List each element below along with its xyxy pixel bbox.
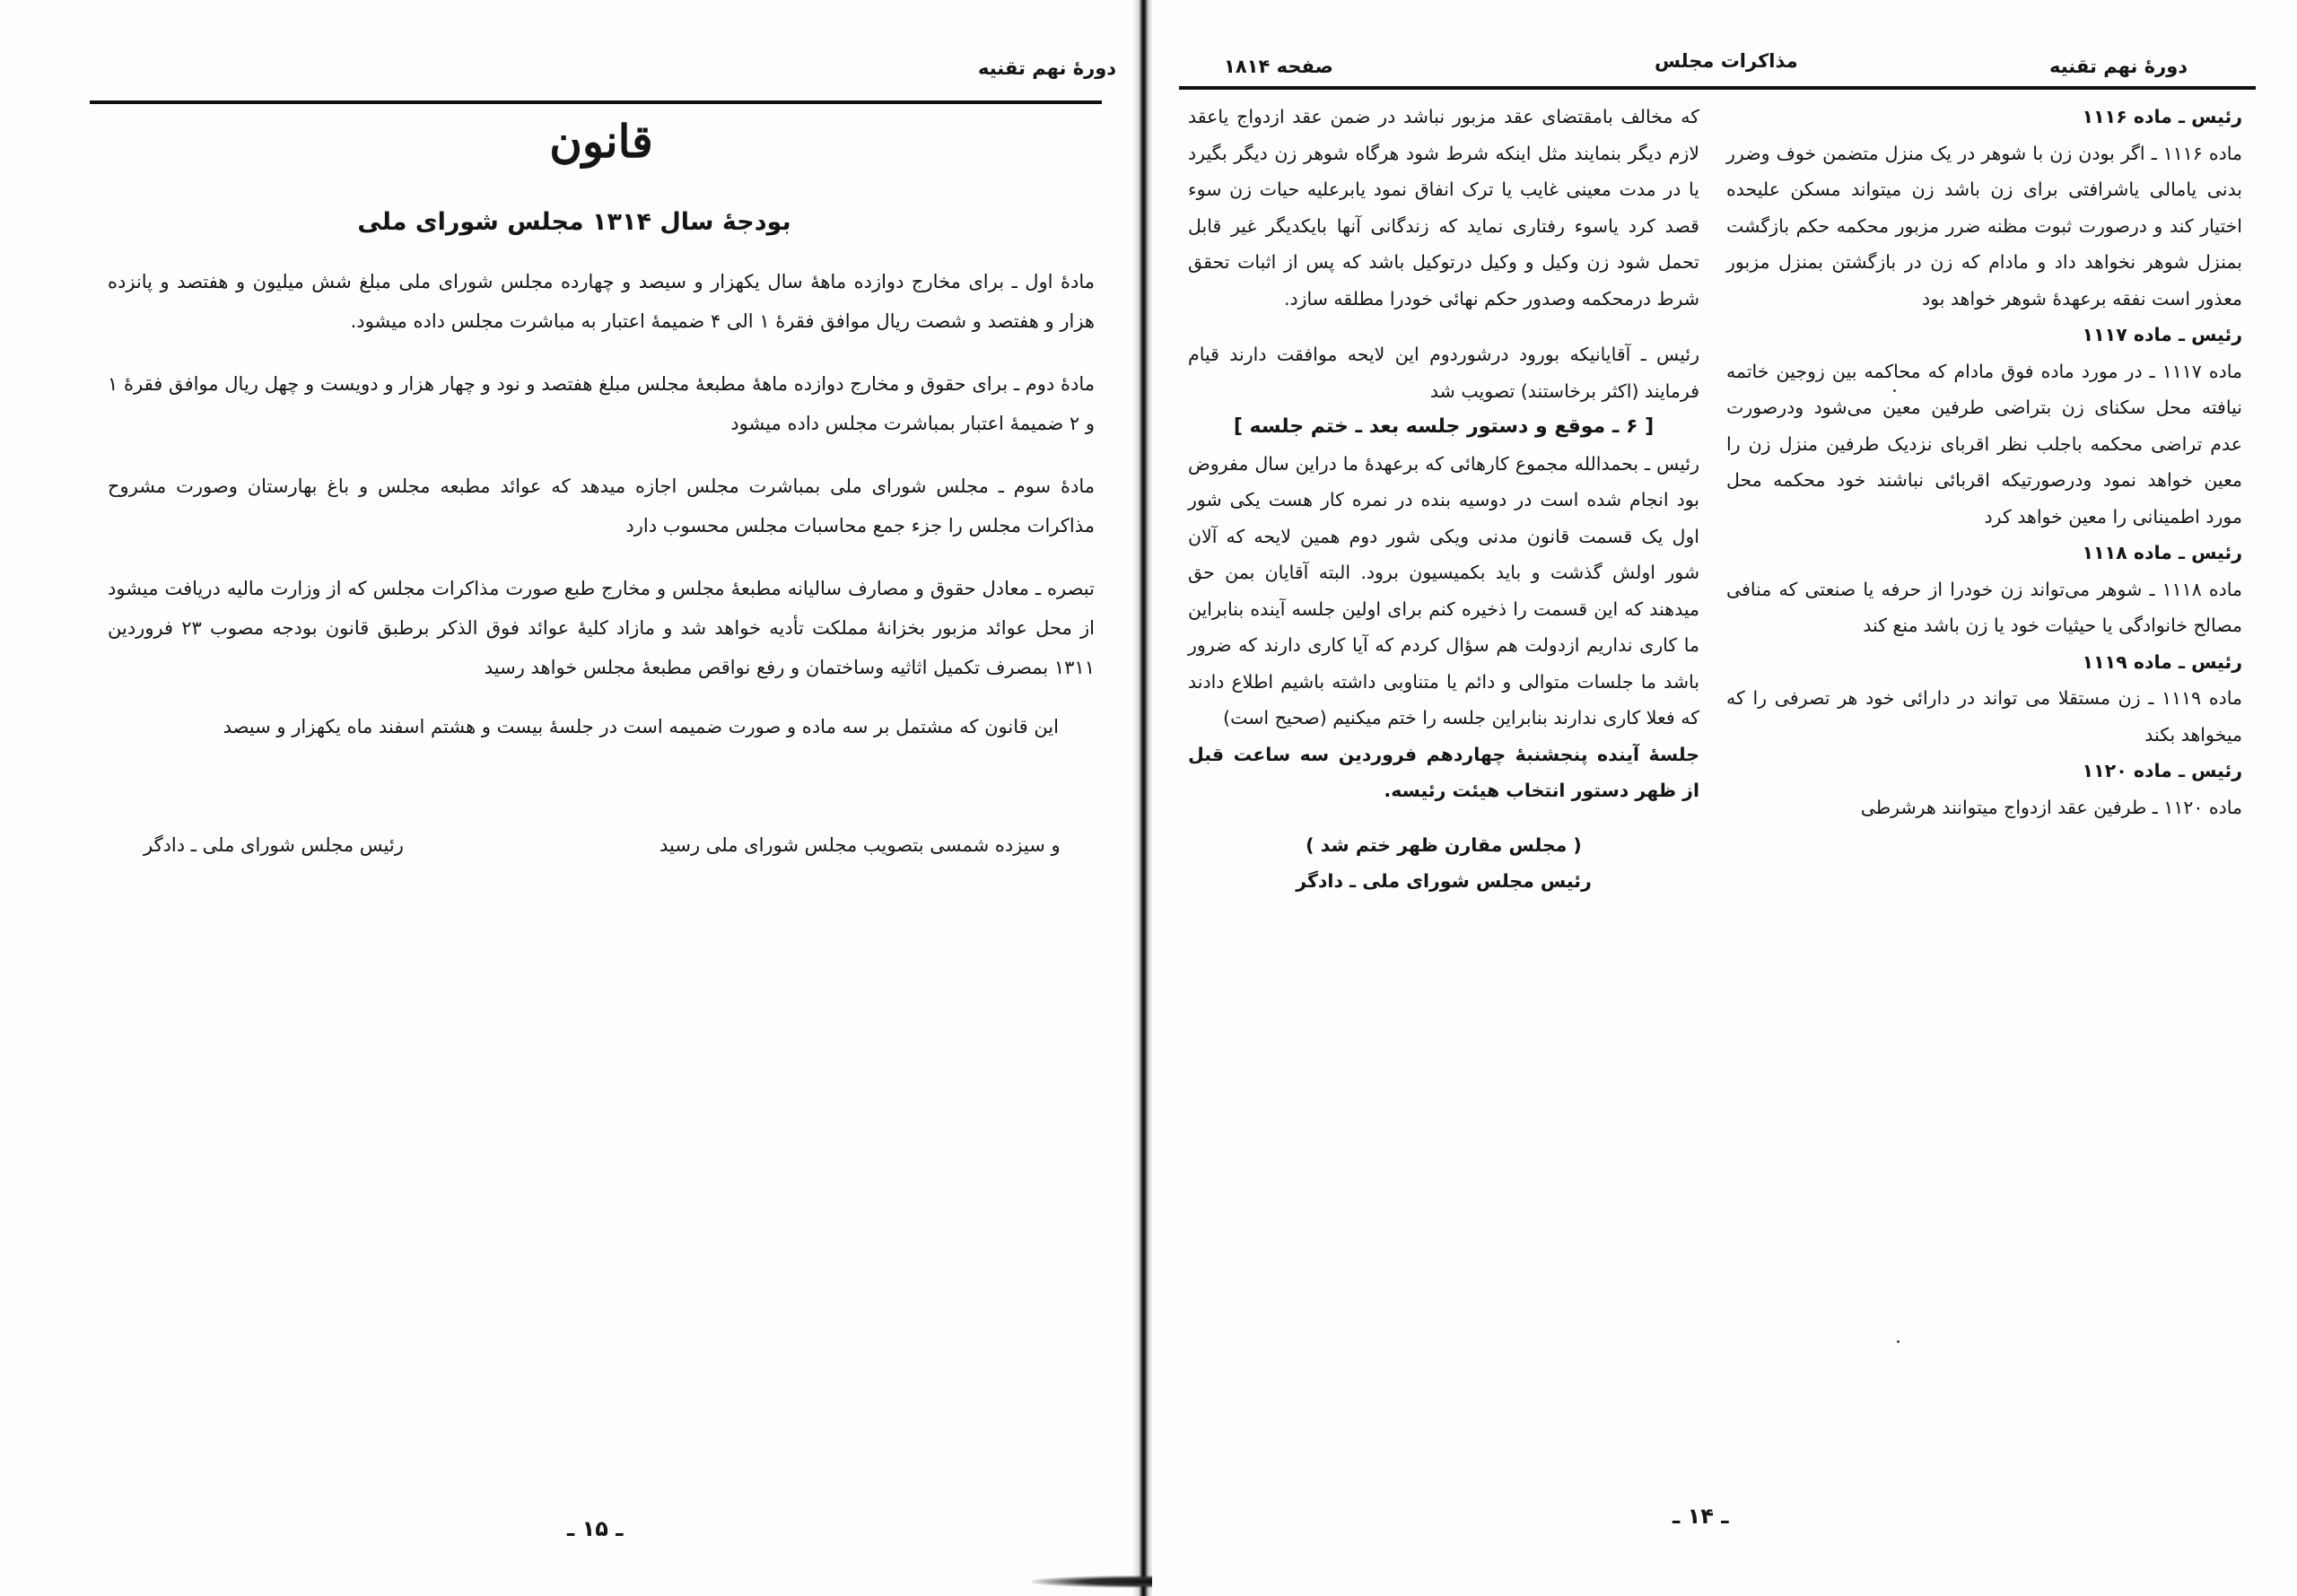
right-page-header-right: دورهٔ نهم تقنیه [2049, 56, 2188, 77]
next-session-notice: جلسهٔ آینده پنجشنبهٔ چهاردهم فروردین سه ساعت قبل از ظهر دستور انتخاب هیئت رئیسه. [1188, 743, 1699, 801]
speaker-heading: رئیس ـ ماده ۱۱۱۸ [2082, 542, 2242, 563]
law-note: تبصره ـ معادل حقوق و مصارف سالیانه مطبعهٔ مجلس و مخارج طبع صورت مذاکرات مجلس که از وزارت مالیه دریافت میشود از محل عوائد مزبور بخزانهٔ مملکت تأدیه خواهد شد و مازاد کلیهٔ عوائد فوق الذکر برطبق قانون بودجه مصوب ۲۳ فروردین ۱۳۱۱ بمصرف تکمیل اثاثیه وساختمان و رفع نواقص مطبعهٔ مجلس خواهد رسید [108, 578, 1095, 678]
debate-text: رئیس ـ آقایانیکه بورود درشوردوم این لایحه موافقت دارند قیام فرمایند (اکثر برخاستند) تصویب شد [1188, 344, 1699, 402]
spacer [1188, 317, 1699, 336]
law-body [108, 262, 1095, 748]
debate-text: رئیس ـ بحمدالله مجموع کارهائی که برعهدهٔ ما دراین سال مفروض بود انجام شده است در دوسیه بنده در نمره کار هست یکی شور اول یک قسمت قانون مدنی ویکی شور دوم همین لایحه که آلان شور اولش گذشت و باید بکمیسیون برود. البته آقایان بمن حق میدهند که این قسمت را ذخیره کنم برای اولین جلسه آینده بنابراین ما کاری نداریم ازدولت هم سؤال کردم که آیا کاری دارند که ضرور باشد ما جلسات متوالی و دائم یا متناوبی داشته باشیم اطلاع دادند که فعلا کاری ندارند بنابراین جلسه را ختم میکنیم (صحیح است) [1188, 452, 1699, 728]
law-title: قانون [549, 115, 653, 168]
speaker-heading: رئیس ـ ماده ۱۱۲۰ [2082, 760, 2242, 781]
law-subtitle: بودجهٔ سال ۱۳۱۴ مجلس شورای ملی [357, 208, 791, 236]
scan-speck [1897, 1340, 1900, 1343]
left-page [0, 0, 1140, 1596]
article-text: ماده ۱۱۲۰ ـ طرفین عقد ازدواج میتوانند هرشرطی [1860, 796, 2242, 818]
left-column [1188, 99, 1699, 900]
article-text: ماده ۱۱۱۹ ـ زن مستقلا می تواند در دارائی خود هر تصرفی را که میخواهد بکند [1726, 687, 2242, 746]
right-page-header-left: صفحه ۱۸۱۴ [1224, 56, 1333, 77]
speaker-heading: رئیس ـ ماده ۱۱۱۷ [2082, 324, 2242, 345]
section-heading: [ ۶ ـ موقع و دستور جلسه بعد ـ ختم جلسه ] [1233, 415, 1655, 438]
law-closing-line-2: و سیزده شمسی بتصویب مجلس شورای ملی رسید [659, 834, 1061, 856]
article-text: ماده ۱۱۱۶ ـ اگر بودن زن با شوهر در یک منزل متضمن خوف وضرر بدنی یامالی یاشرافتی برای زن باشد زن میتواند مسکن علیحده اختیار کند و درصورت ثبوت مظنه ضرر مزبور محکمه حکم بازگشت بمنزل شوهر نخواهد داد و مادام که زن در بازگشتن بمنزل مزبور معذور است نفقه برعهدهٔ شوهر خواهد بود [1726, 142, 2242, 310]
right-column [1726, 99, 2242, 825]
speaker-heading: رئیس ـ ماده ۱۱۱۶ [2082, 106, 2242, 127]
left-page-header-rule [90, 100, 1102, 104]
right-page-header-center: مذاکرات مجلس [1655, 50, 1798, 72]
law-article: مادهٔ اول ـ برای مخارج دوازده ماههٔ سال یکهزار و سیصد و چهارده مجلس شورای ملی مبلغ شش میلیون و هفتصد و پانزده هزار و هفتصد و شصت ریال موافق فقرهٔ ۱ الی ۴ ضمیمهٔ اعتبار به مباشرت مجلس داده میشود. [108, 271, 1095, 332]
speaker-heading: رئیس ـ ماده ۱۱۱۹ [2082, 650, 2242, 673]
law-article: مادهٔ دوم ـ برای حقوق و مخارج دوازده ماههٔ مطبعهٔ مجلس مبلغ هفتصد و نود و چهار هزار و دویست و چهل ریال موافق فقرهٔ ۱ و ۲ ضمیمهٔ اعتبار بمباشرت مجلس داده میشود [108, 373, 1095, 434]
law-article: مادهٔ سوم ـ مجلس شورای ملی بمباشرت مجلس اجازه میدهد که عوائد مطبعه مجلس و باغ بهارستان وصورت مشروح مذاکرات مجلس را جزء جمع محاسبات مجلس محسوب دارد [108, 475, 1095, 536]
president-signature: رئیس مجلس شورای ملی ـ دادگر [1296, 870, 1592, 892]
book-spine [1132, 0, 1154, 1596]
article-text: ماده ۱۱۱۷ ـ در مورد ماده فوق مادام که محاکمه بین زوجین خاتمه نیافته محل سکنای زن بتراضی طرفین معین می‌شود ودرصورت عدم تراضی محکمه باجلب نظر اقربای نزدیک طرفین منزل زن را معین خواهد نمود ودرصورتیکه اقربائی نباشند خود محکمه محل مورد اطمینانی را معین خواهد کرد [1726, 360, 2242, 528]
right-page-number: ـ ۱۴ ـ [1673, 1504, 1729, 1529]
law-closing-line-1: این قانون که مشتمل بر سه ماده و صورت ضمیمه است در جلسهٔ بیست و هشتم اسفند ماه یکهزار و سیصد [223, 716, 1059, 737]
session-closed-note: ( مجلس مقارن ظهر ختم شد ) [1306, 833, 1582, 856]
left-page-number: ـ ۱۵ ـ [567, 1516, 624, 1541]
right-page-header-rule [1179, 86, 2256, 90]
left-page-header-title: دورهٔ نهم تقنیه [978, 57, 1117, 79]
right-page [1152, 0, 2297, 1596]
debate-text: که مخالف بامقتضای عقد مزبور نباشد در ضمن عقد ازدواج یاعقد لازم دیگر بنمایند مثل اینکه شرط شود هرگاه شوهر زن دیگر بگیرد یا در مدت معینی غایب یا ترک انفاق نمود یابرعلیه حیات زن سوء قصد کرد یاسوء رفتاری نماید که زندگانی آنها بایکدیگر غیر قابل تحمل شود زن وکیل و وکیل درتوکیل باشد که پس از اثبات تحقق شرط درمحکمه وصدور حکم نهائی خودرا مطلقه سازد. [1188, 106, 1699, 310]
scan-speck [1893, 389, 1896, 392]
law-signature: رئیس مجلس شورای ملی ـ دادگر [144, 834, 404, 856]
spacer [1188, 809, 1699, 827]
article-text: ماده ۱۱۱۸ ـ شوهر می‌تواند زن خودرا از حرفه یا صنعتی که منافی مصالح خانوادگی یا حیثیات خود یا زن باشد منع کند [1726, 578, 2242, 636]
